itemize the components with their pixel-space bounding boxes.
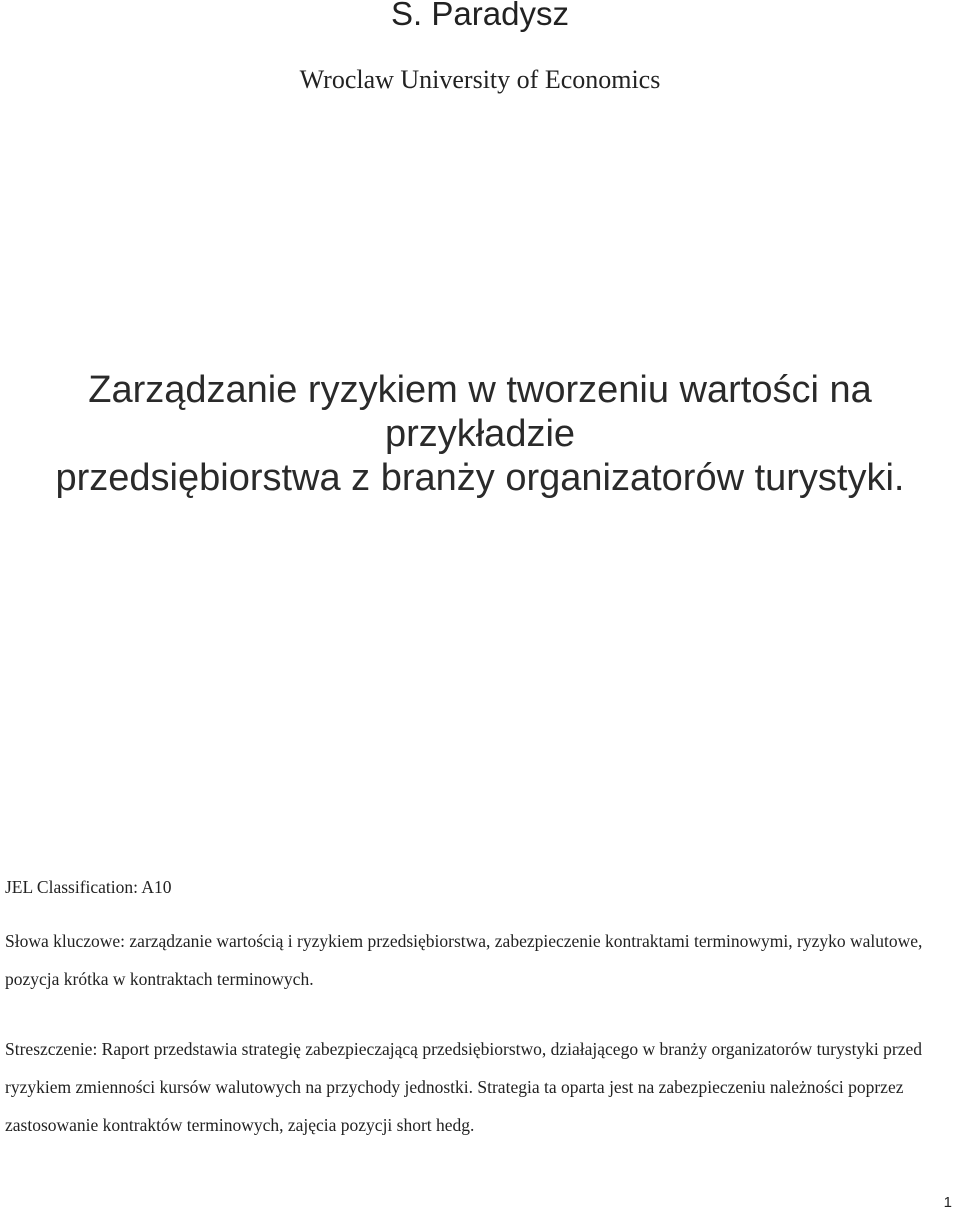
page-number: 1	[943, 1194, 952, 1211]
jel-classification: JEL Classification: A10	[5, 877, 172, 897]
paper-title-line-1: Zarządzanie ryzykiem w tworzeniu wartości na przykładzie	[88, 369, 872, 455]
author-name: S. Paradysz	[391, 0, 569, 32]
paper-title	[0, 368, 960, 500]
paper-title-line-2: przedsiębiorstwa z branży organizatorów turystyki.	[55, 457, 905, 499]
keywords-paragraph: Słowa kluczowe: zarządzanie wartością i ryzykiem przedsiębiorstwa, zabezpieczenie kontraktami terminowymi, ryzyko walutowe, pozycja krótka w kontraktach terminowych.	[5, 931, 923, 989]
abstract-paragraph: Streszczenie: Raport przedstawia strategię zabezpieczającą przedsiębiorstwo, działającego w branży organizatorów turystyki przed ryzykiem zmienności kursów walutowych na przychody jednostki. Strategia ta oparta jest na zabezpieczeniu należności poprzez zastosowanie kontraktów terminowych, zajęcia pozycji short hedg.	[5, 1039, 923, 1135]
affiliation: Wroclaw University of Economics	[299, 65, 661, 94]
